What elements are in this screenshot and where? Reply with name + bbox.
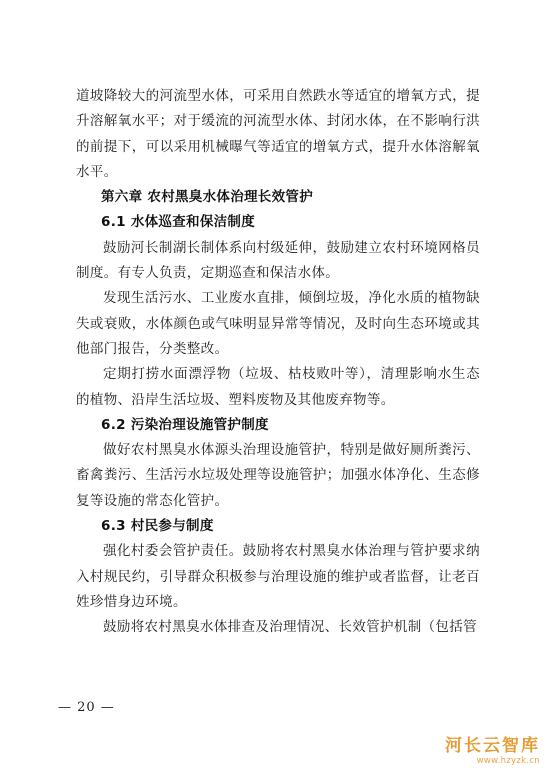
watermark-title: 河长云智库	[445, 736, 540, 756]
watermark-url: www.hzyzk.cn	[476, 756, 540, 766]
paragraph: 鼓励河长制湖长制体系向村级延伸，鼓励建立农村环境网格员制度。有专人负责，定期巡查和保洁水体。	[76, 239, 480, 282]
paragraph: 定期打捞水面漂浮物（垃圾、枯枝败叶等），清理影响水生态的植物、沿岸生活垃圾、塑料废物及其他废弃物等。	[76, 366, 480, 408]
section-heading-6-2: 6.2 污染治理设施管护制度	[101, 416, 269, 433]
paragraph: 做好农村黑臭水体源头治理设施管护，特别是做好厕所粪污、畜禽粪污、生活污水垃圾处理等设施管护；加强水体净化、生态修复等设施的常态化管护。	[76, 442, 480, 509]
watermark-logo	[445, 736, 540, 767]
paragraph: 发现生活污水、工业废水直排，倾倒垃圾，净化水质的植物缺失或衰败，水体颜色或气味明显异常等情况，及时向生态环境或其他部门报告，分类整改。	[76, 290, 480, 357]
section-heading-6-1: 6.1 水体巡查和保洁制度	[101, 214, 256, 231]
page-number: — 20 —	[58, 700, 115, 715]
paragraph: 强化村委会管护责任。鼓励将农村黑臭水体治理与管护要求纳入村规民约，引导群众积极参与治理设施的维护或者监督，让老百姓珍惜身边环境。	[76, 543, 480, 610]
section-heading-6-3: 6.3 村民参与制度	[101, 518, 214, 535]
chapter-heading: 第六章 农村黑臭水体治理长效管护	[101, 189, 313, 206]
paragraph-truncated: 鼓励将农村黑臭水体排查及治理情况、长效管护机制（包括管	[103, 619, 477, 636]
paragraph-continuation: 道坡降较大的河流型水体，可采用自然跌水等适宜的增氧方式，提升溶解氧水平；对于缓流的河流型水体、封闭水体，在不影响行洪的前提下，可以采用机械曝气等适宜的增氧方式，提升水体溶解氧水平。	[76, 88, 480, 180]
page-content	[76, 84, 480, 641]
